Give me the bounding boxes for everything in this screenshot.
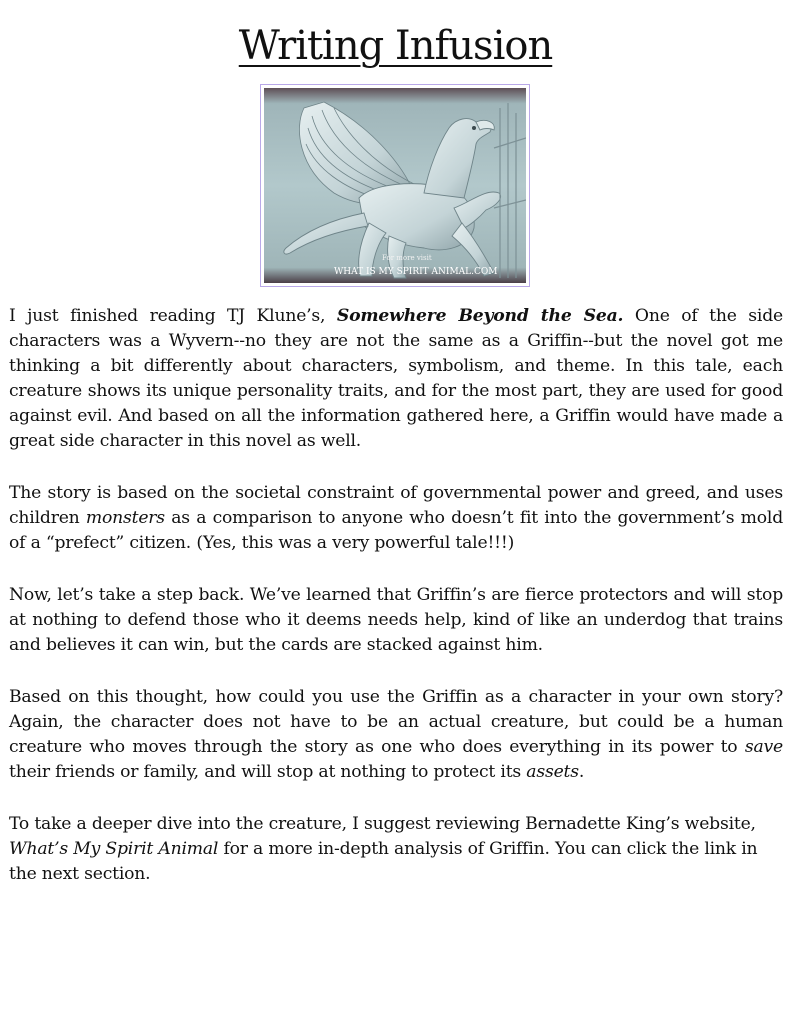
paragraph-2 — [9, 481, 783, 556]
paragraph-5 — [9, 812, 783, 887]
p4-emphasis-save: save — [744, 737, 783, 757]
article-body — [9, 304, 783, 914]
watermark-line1: For more visit — [382, 254, 432, 262]
p2-emphasis: monsters — [85, 508, 165, 528]
p2-text-cont: as a comparison to anyone who doesn’t fit into the government’s mold of a “prefect” citizen. (Yes, this was a very powerful tale!!!) — [9, 508, 783, 553]
paragraph-4 — [9, 685, 783, 785]
p5-text-cont: for a more in-depth analysis of Griffin. You can click the link in the next section. — [9, 839, 758, 884]
p4-text-cont: their friends or family, and will stop at nothing to protect its — [9, 762, 527, 782]
p5-text: To take a deeper dive into the creature, I suggest reviewing Bernadette King’s website, — [9, 814, 756, 834]
griffin-statue-image — [260, 84, 530, 287]
page-title: Writing Infusion — [238, 23, 553, 69]
p4-text-end: . — [578, 762, 585, 782]
p1-text-cont: One of the side characters was a Wyvern--no they are not the same as a Griffin--but the novel got me thinking a bit differently about characters, symbolism, and theme. In this tale, each creature shows its unique personality traits, and for the most part, they are used for good against evil. And based on all the information gathered here, a Griffin would have made a great side character in this novel as well. — [9, 306, 783, 451]
griffin-illustration — [264, 88, 526, 283]
p3-text: Now, let’s take a step back. We’ve learned that Griffin’s are fierce protectors and will stop at nothing to defend those who it deems needs help, kind of like an underdog that trains and believes it can win, but the cards are stacked against him. — [9, 585, 783, 655]
website-name: What’s My Spirit Animal — [9, 839, 219, 859]
paragraph-1 — [9, 304, 783, 454]
book-title: Somewhere Beyond the Sea. — [336, 306, 624, 326]
paragraph-3 — [9, 583, 783, 658]
p2-text: The story is based on the societal constraint of governmental power and greed, and uses children — [9, 483, 783, 528]
p1-text: I just finished reading TJ Klune’s, — [9, 306, 337, 326]
watermark-line2: WHAT IS MY SPIRIT ANIMAL.COM — [334, 267, 498, 277]
p4-text: Based on this thought, how could you use the Griffin as a character in your own story? Again, the character does not have to be an actual creature, but could be a human creature who moves through the story as one who does everything in its power to — [9, 687, 783, 757]
p4-emphasis-assets: assets — [526, 762, 579, 782]
